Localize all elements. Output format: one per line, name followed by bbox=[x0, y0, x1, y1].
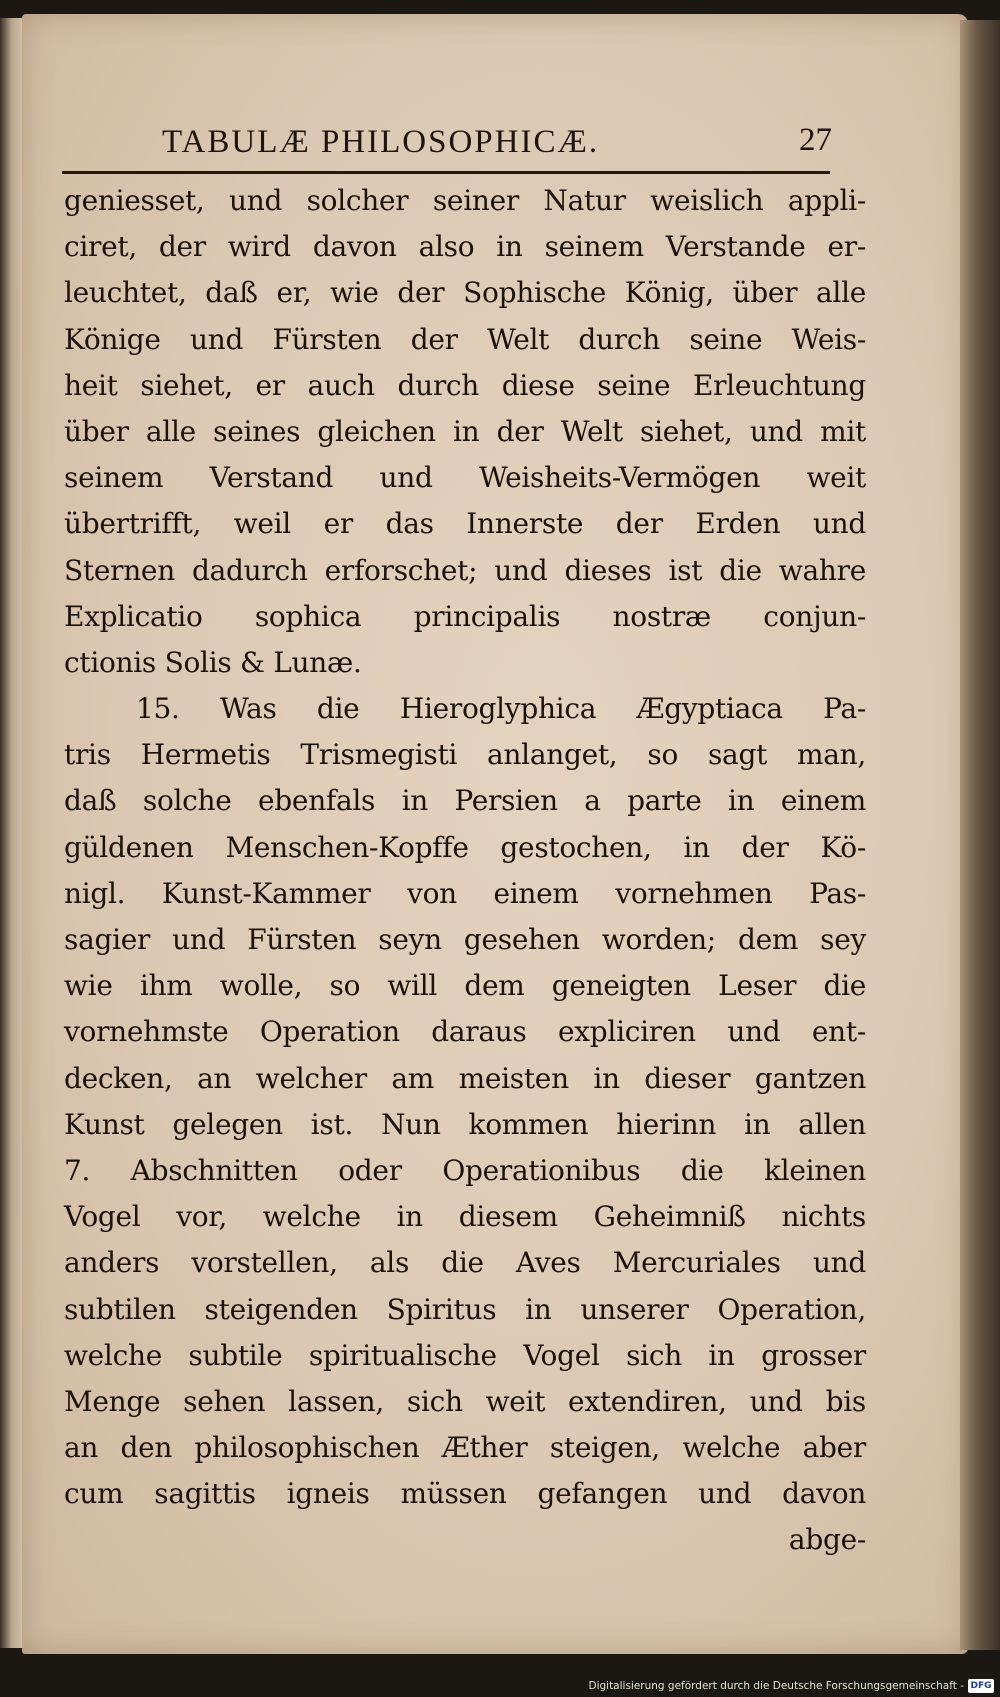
text-line: seinem Verstand und Weisheits-Vermögen weit bbox=[64, 461, 866, 495]
text-line: Könige und Fürsten der Welt durch seine Weis- bbox=[64, 322, 866, 356]
text-line: tris Hermetis Trismegisti anlanget, so sagt man, bbox=[64, 738, 866, 772]
right-page-edge bbox=[960, 20, 1000, 1650]
text-line: güldenen Menschen-Kopffe gestochen, in der Kö- bbox=[64, 830, 866, 864]
text-line: ctionis Solis & Lunæ. bbox=[64, 645, 362, 679]
text-line: ciret, der wird davon also in seinem Verstande er- bbox=[64, 230, 866, 264]
text-line: Sternen dadurch erforschet; und dieses ist die wahre bbox=[64, 553, 866, 587]
text-line: subtilen steigenden Spiritus in unserer Operation, bbox=[64, 1292, 866, 1326]
dfg-logo bbox=[968, 1679, 994, 1693]
paragraph-start-line: 15. Was die Hieroglyphica Ægyptiaca Pa- bbox=[136, 692, 866, 726]
running-title: TABULÆ PHILOSOPHICÆ. bbox=[162, 124, 600, 160]
text-line: anders vorstellen, als die Aves Mercuriales und bbox=[64, 1246, 866, 1280]
header-rule bbox=[62, 171, 830, 174]
text-line: geniesset, und solcher seiner Natur weislich appli- bbox=[64, 184, 866, 217]
funding-credit: Digitalisierung gefördert durch die Deutsche Forschungsgemeinschaft - bbox=[588, 1680, 964, 1692]
text-line: über alle seines gleichen in der Welt siehet, und mit bbox=[64, 414, 866, 448]
text-line: übertrifft, weil er das Innerste der Erden und bbox=[64, 507, 866, 541]
text-line: nigl. Kunst-Kammer von einem vornehmen Pas- bbox=[64, 876, 866, 910]
text-line: heit siehet, er auch durch diese seine Erleuchtung bbox=[64, 368, 866, 402]
text-line: daß solche ebenfals in Persien a parte in einem bbox=[64, 784, 866, 818]
text-line: cum sagittis igneis müssen gefangen und davon bbox=[64, 1477, 866, 1511]
text-line: Vogel vor, welche in diesem Geheimniß nichts bbox=[64, 1200, 866, 1234]
text-line: decken, an welcher am meisten in dieser gantzen bbox=[64, 1061, 866, 1095]
page-header bbox=[162, 118, 832, 168]
text-line: an den philosophischen Æther steigen, welche aber bbox=[64, 1431, 866, 1465]
dfg-logo-text: DFG bbox=[970, 1681, 992, 1691]
text-line: 7. Abschnitten oder Operationibus die kleinen bbox=[64, 1153, 866, 1187]
body-text bbox=[64, 178, 866, 1564]
text-line: welche subtile spiritualische Vogel sich in grosser bbox=[64, 1338, 866, 1372]
text-line: vornehmste Operation daraus expliciren und ent- bbox=[64, 1015, 866, 1049]
text-line: sagier und Fürsten seyn gesehen worden; dem sey bbox=[64, 923, 866, 956]
text-line: Kunst gelegen ist. Nun kommen hierinn in allen bbox=[64, 1107, 866, 1141]
text-line: Explicatio sophica principalis nostræ conjun- bbox=[64, 599, 866, 633]
text-line: wie ihm wolle, so will dem geneigten Leser die bbox=[64, 969, 866, 1003]
text-line: Menge sehen lassen, sich weit extendiren, und bis bbox=[64, 1384, 866, 1418]
page-number: 27 bbox=[799, 122, 832, 158]
catchword: abge- bbox=[788, 1523, 866, 1557]
text-line: leuchtet, daß er, wie der Sophische König, über alle bbox=[64, 276, 866, 310]
